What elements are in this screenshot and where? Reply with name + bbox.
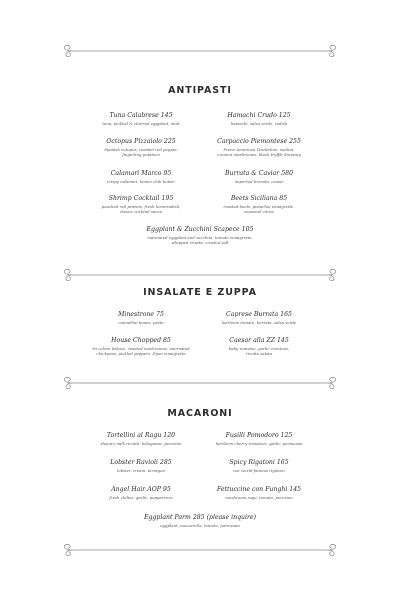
item-description: lobster, cream, tarragon <box>117 468 165 474</box>
item-description: marinated eggplant and zucchini, tomato vinaigrette, whipped ricotta, crostini salt <box>147 235 253 246</box>
item-description: mushroom ragu, tomato, pecorino <box>225 495 293 501</box>
section-title-antipasti: ANTIPASTI <box>168 85 232 96</box>
ornament-divider-antipasti-insalate <box>58 268 342 282</box>
item-name: Caesar alla ZZ 145 <box>229 337 289 344</box>
item-description: eggplant, mozzarella, tomato, parmesan <box>160 523 240 529</box>
menu-item-burrata-caviar <box>184 171 334 184</box>
menu-item-spicy-rigatoni <box>184 460 334 473</box>
item-name: Angel Hair AOP 95 <box>111 486 171 493</box>
item-name: Fettuccine con Funghi 145 <box>216 486 302 493</box>
menu-item-fettuccine-con-funghi <box>184 487 334 500</box>
ornament-divider-bottom <box>58 543 342 557</box>
item-name: House Chopped 85 <box>111 337 171 344</box>
item-description: baby romaine, garlic croutons, ricotta salata <box>228 346 290 357</box>
ornament-divider-top <box>58 44 342 58</box>
menu-item-hamachi-crudo <box>184 113 334 126</box>
item-description: heirloom tomato, burrata, salsa verde <box>221 320 297 326</box>
item-description: imported burrata, caviar <box>234 179 284 185</box>
item-name: Tortellini al Ragu 120 <box>106 432 176 439</box>
item-name: Shrimp Cocktail 195 <box>108 195 174 202</box>
section-title-macaroni: MACARONI <box>167 408 233 419</box>
item-description: poached red prawns, fresh horseradish, classic cocktail sauce <box>101 204 181 215</box>
menu-item-beets-siciliana <box>184 196 334 215</box>
item-description: our world famous rigatoni <box>233 468 285 474</box>
item-description: crispy calamari, lemon chili butter <box>106 179 176 185</box>
item-name: Lobster Ravioli 285 <box>110 459 172 466</box>
item-name: Minestrone 75 <box>118 311 164 318</box>
menu-item-caesar-alla-zz <box>184 338 334 357</box>
item-name: Eggplant & Zucchini Scapece 105 <box>146 226 254 233</box>
item-description: fresh chilies, garlic, peppercorn <box>109 495 173 501</box>
item-name: Fusilli Pomodoro 125 <box>225 432 293 439</box>
menu-item-carpaccio-piemontese <box>184 139 334 158</box>
item-description: roasted beets, pistachio vinaigrette, seasonal citrus <box>223 204 295 215</box>
item-description: hamachi, salsa verde, radish <box>230 121 288 127</box>
item-description: cannellini beans, pesto <box>118 320 164 326</box>
item-name: Octopus Pizzaiolo 225 <box>106 138 176 145</box>
item-name: Hamachi Crudo 125 <box>227 112 291 119</box>
item-description: sheep's milk ricotta, bolognese, pecorino <box>100 441 182 447</box>
item-name: Caprese Burrata 165 <box>226 311 292 318</box>
item-description: tri colore lettuce, roasted mushrooms, marinated chickpeas, pickled peppers, Dijon vinaigrette <box>92 346 190 357</box>
item-name: Burrata & Caviar 580 <box>224 170 294 177</box>
menu-item-eggplant-zucchini-scapece <box>125 227 275 246</box>
item-description: heirloom cherry tomatoes, garlic, parmesan <box>215 441 303 447</box>
menu-item-caprese-burrata <box>184 312 334 325</box>
item-name: Spicy Rigatoni 165 <box>229 459 289 466</box>
item-description: Spanish octopus, roasted red pepper, fingerling potatoes <box>104 147 178 158</box>
section-title-insalate-e-zuppa: INSALATE E ZUPPA <box>143 287 257 298</box>
item-name: Tuna Calabrese 145 <box>109 112 173 119</box>
item-name: Carpaccio Piemontese 255 <box>217 138 301 145</box>
menu-item-fusilli-pomodoro <box>184 433 334 446</box>
item-name: Eggplant Parm 285 (please inquire) <box>143 514 257 521</box>
item-name: Calamari Marco 95 <box>110 170 172 177</box>
ornament-divider-insalate-macaroni <box>58 376 342 390</box>
item-name: Beets Siciliana 85 <box>230 195 288 202</box>
item-description: Prime American Tenderloin, walnut, cremini mushrooms, black truffle dressing <box>217 147 301 158</box>
menu-item-eggplant-parm <box>125 515 275 528</box>
item-description: tuna, pickled & charred eggplant, mint <box>102 121 180 127</box>
